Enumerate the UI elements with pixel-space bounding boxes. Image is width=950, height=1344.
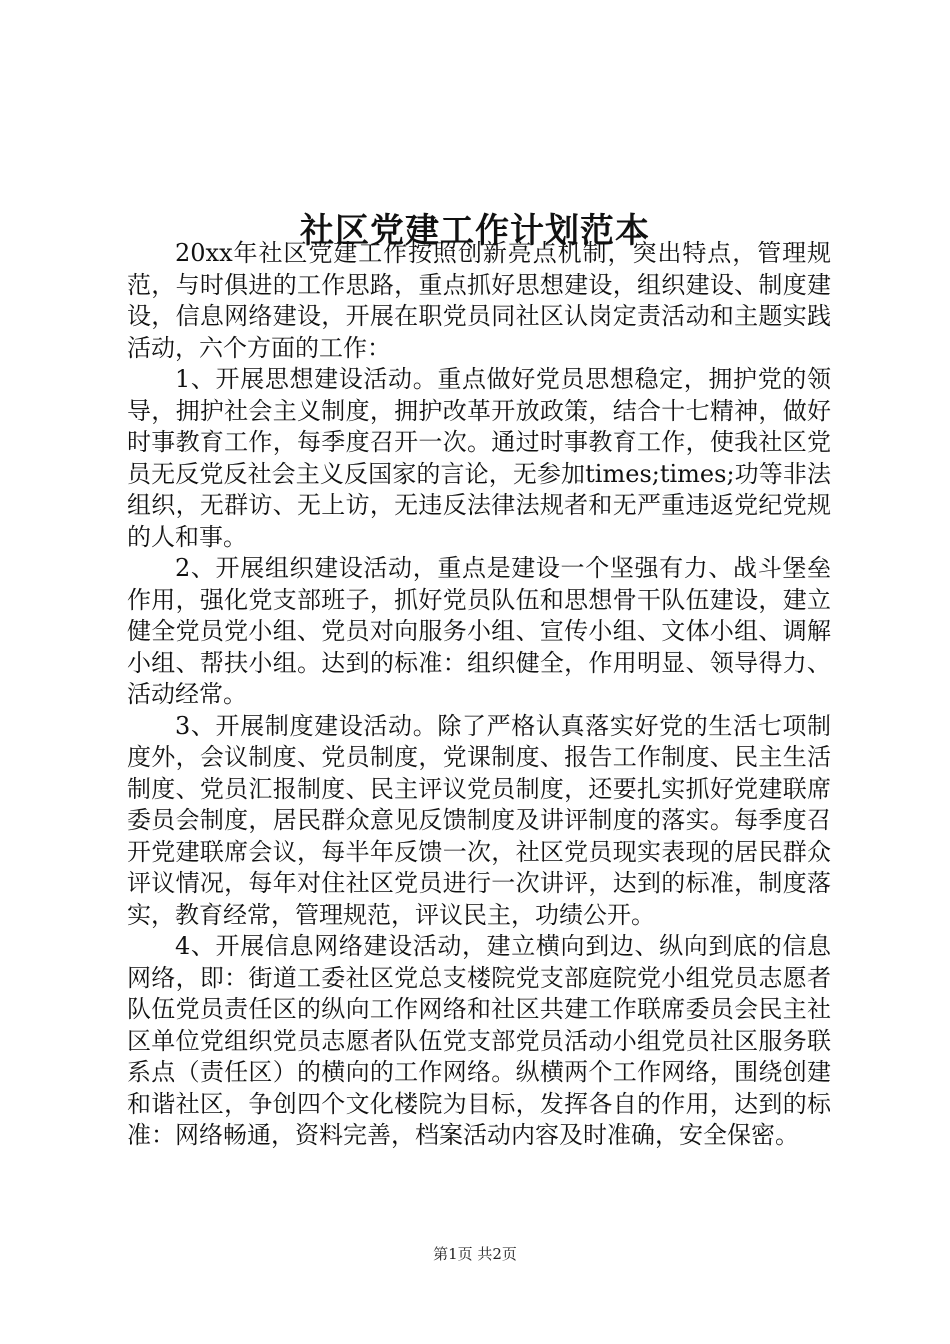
paragraph-system-building: 3、开展制度建设活动。除了严格认真落实好党的生活七项制度外，会议制度、党员制度，党课制度、报告工作制度、民主生活制度、党员汇报制度、民主评议党员制度，还要扎实抓好党建联席委员会制度，居民群众意见反馈制度及讲评制度的落实。每季度召开党建联席会议，每半年反馈一次，社区党员现实表现的居民群众评议情况，每年对住社区党员进行一次讲评，达到的标准，制度落实，教育经常，管理规范，评议民主，功绩公开。 xyxy=(127,711,831,929)
document-body xyxy=(127,238,831,1152)
paragraph-intro: 20xx年社区党建工作按照创新亮点机制，突出特点，管理规范，与时俱进的工作思路，重点抓好思想建设，组织建设、制度建设，信息网络建设，开展在职党员同社区认岗定责活动和主题实践活动，六个方面的工作： xyxy=(127,239,831,362)
page-number-footer: 第1页 共2页 xyxy=(433,1245,517,1263)
document-title: 社区党建工作计划范本 xyxy=(300,210,650,251)
paragraph-organization-building: 2、开展组织建设活动，重点是建设一个坚强有力、战斗堡垒作用，强化党支部班子，抓好党员队伍和思想骨干队伍建设，建立健全党员党小组、党员对向服务小组、宣传小组、文体小组、调解小组、帮扶小组。达到的标准：组织健全，作用明显、领导得力、活动经常。 xyxy=(127,554,831,708)
paragraph-ideology-building: 1、开展思想建设活动。重点做好党员思想稳定，拥护党的领导，拥护社会主义制度，拥护改革开放政策，结合十七精神，做好时事教育工作，每季度召开一次。通过时事教育工作，使我社区党员无反党反社会主义反国家的言论，无参加times;times;功等非法组织，无群访、无上访，无违反法律法规者和无严重违返党纪党规的人和事。 xyxy=(127,365,831,551)
paragraph-network-building: 4、开展信息网络建设活动，建立横向到边、纵向到底的信息网络，即：街道工委社区党总支楼院党支部庭院党小组党员志愿者队伍党员责任区的纵向工作网络和社区共建工作联席委员会民主社区单位党组织党员志愿者队伍党支部党员活动小组党员社区服务联系点（责任区）的横向的工作网络。纵横两个工作网络，围绕创建和谐社区，争创四个文化楼院为目标，发挥各自的作用，达到的标准：网络畅通，资料完善，档案活动内容及时准确，安全保密。 xyxy=(127,932,831,1149)
